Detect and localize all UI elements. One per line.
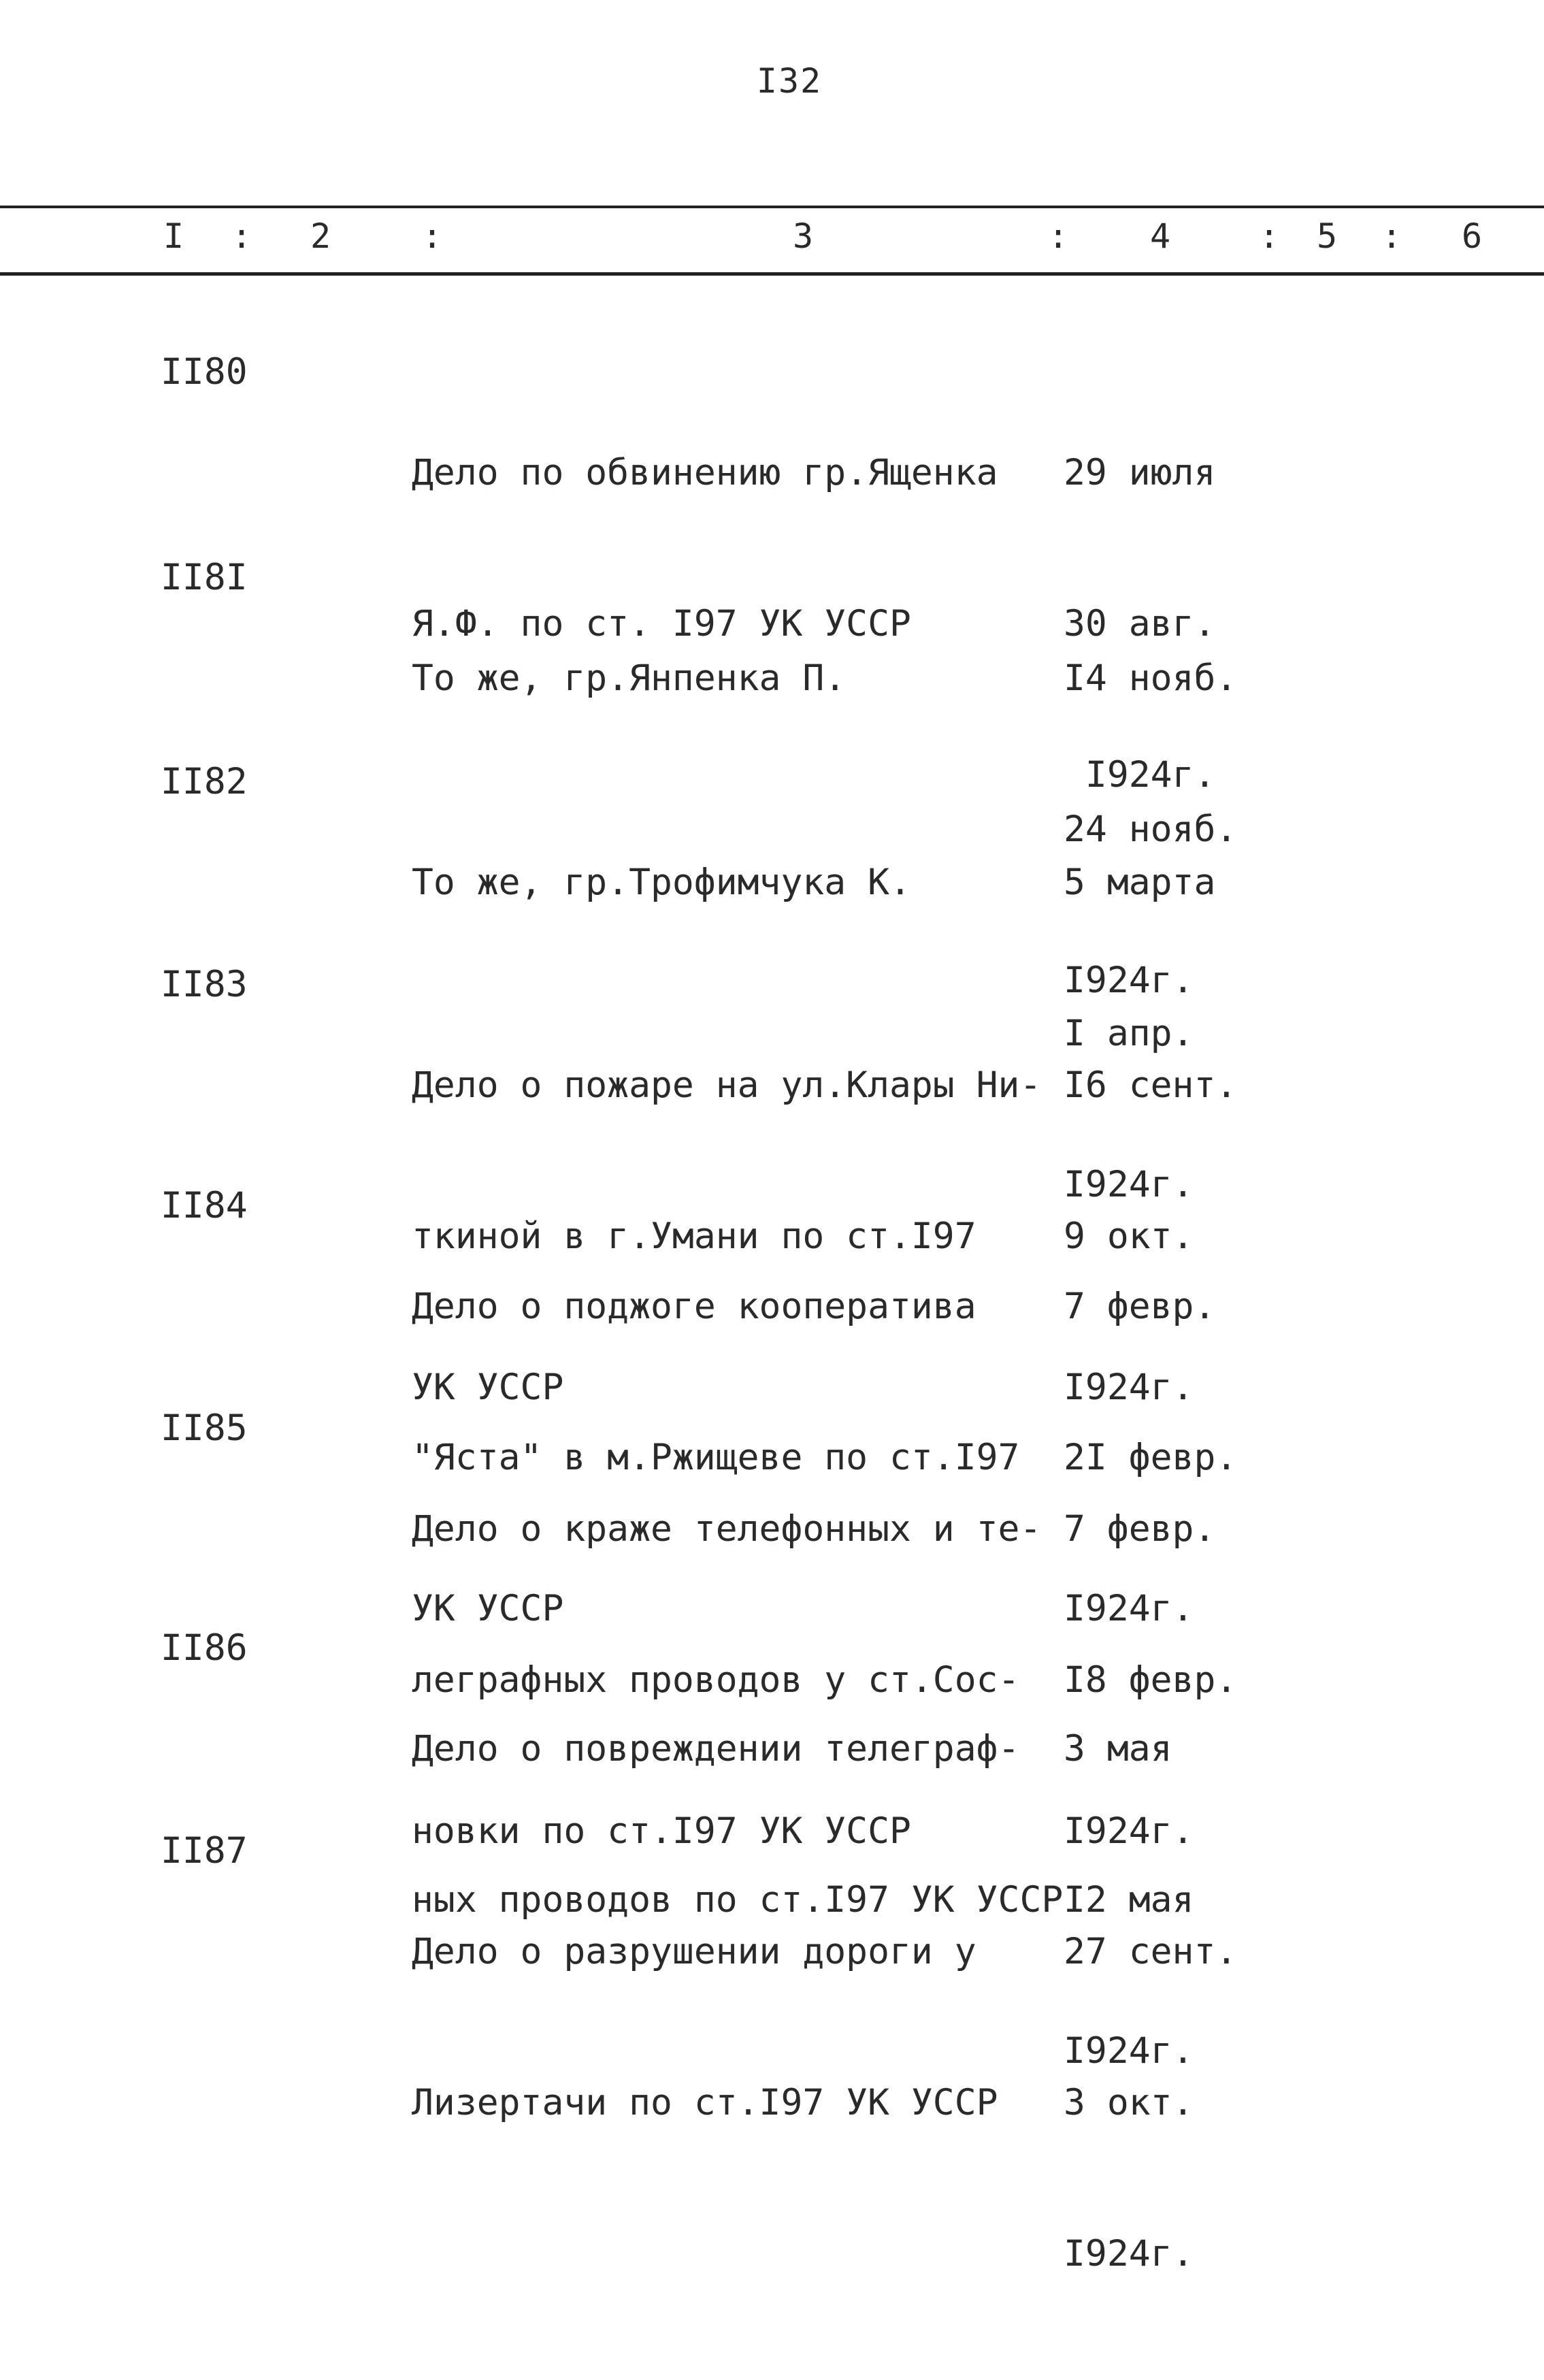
description-line: новки по ст.I97 УК УССР xyxy=(412,1810,911,1852)
description-line: Лизертачи по ст.I97 УК УССР xyxy=(412,2082,998,2123)
description-line: Я.Ф. по ст. I97 УК УССР xyxy=(412,603,911,645)
description-line: ных проводов по ст.I97 УК УССР xyxy=(412,1879,1064,1921)
description-line: Дело о разрушении дороги у xyxy=(412,1931,976,1972)
entry-description xyxy=(412,1826,998,2229)
date-line: I924г. xyxy=(1064,1588,1194,1629)
date-line: 9 окт. xyxy=(1064,1216,1194,1257)
entry-number: II87 xyxy=(161,1830,248,1872)
date-line: I4 нояб. xyxy=(1064,657,1238,699)
column-separator-3: : xyxy=(1048,216,1069,256)
entry-number: II85 xyxy=(161,1407,248,1449)
date-line: I924г. xyxy=(1064,1164,1194,1205)
description-line: леграфных проводов у ст.Сос- xyxy=(412,1659,1020,1701)
date-line: I2 мая xyxy=(1064,1879,1194,1921)
description-line: Дело о поджоге кооператива xyxy=(412,1286,976,1327)
description-line: Дело по обвинению гр.Ященка xyxy=(412,452,998,493)
entry-number: II84 xyxy=(161,1185,248,1226)
date-line: 7 февр. xyxy=(1064,1286,1216,1327)
entry-dates xyxy=(1064,1826,1237,2380)
description-line: УК УССР xyxy=(412,1588,564,1629)
description-line: ткиной в г.Умани по ст.I97 xyxy=(412,1216,976,1257)
description-line: Дело о пожаре на ул.Клары Ни- xyxy=(412,1064,1042,1106)
date-line: I924г. xyxy=(1064,960,1194,1001)
column-separator-5: : xyxy=(1381,216,1402,256)
entry-number: II8I xyxy=(161,557,248,598)
date-line: 24 нояб. xyxy=(1064,809,1238,850)
date-line: 2I февр. xyxy=(1064,1437,1238,1478)
column-header-6: 6 xyxy=(1462,216,1483,256)
column-header-row xyxy=(0,216,1544,265)
date-line: 3 окт. xyxy=(1064,2082,1194,2123)
date-line: I6 сент. xyxy=(1064,1064,1238,1106)
date-line: I8 февр. xyxy=(1064,1659,1238,1701)
date-line: I924г. xyxy=(1064,2030,1194,2072)
header-rule-bottom xyxy=(0,272,1544,276)
column-header-3: 3 xyxy=(793,216,814,256)
header-rule-top xyxy=(0,206,1544,208)
date-line: I924г. xyxy=(1064,2233,1194,2275)
date-line: I924г. xyxy=(1064,1367,1194,1408)
column-header-5: 5 xyxy=(1317,216,1338,256)
entry-number: II80 xyxy=(161,351,248,393)
entry-number: II83 xyxy=(161,964,248,1005)
column-header-2: 2 xyxy=(310,216,331,256)
entry-number: II86 xyxy=(161,1627,248,1669)
date-line: I апр. xyxy=(1064,1013,1194,1054)
date-line: 5 марта xyxy=(1064,862,1216,903)
column-separator-1: : xyxy=(231,216,252,256)
column-separator-2: : xyxy=(422,216,443,256)
description-line: Дело о повреждении телеграф- xyxy=(412,1728,1020,1770)
date-line: 7 февр. xyxy=(1064,1508,1216,1550)
description-line: То же, гр.Трофимчука К. xyxy=(412,862,911,903)
date-line: 27 сент. xyxy=(1064,1931,1238,1972)
description-line: УК УССР xyxy=(412,1367,564,1408)
date-line: 29 июля xyxy=(1064,452,1216,493)
page-number: I32 xyxy=(756,61,823,101)
column-header-4: 4 xyxy=(1150,216,1171,256)
entry-number: II82 xyxy=(161,761,248,802)
column-separator-4: : xyxy=(1259,216,1280,256)
description-line: Дело о краже телефонных и те- xyxy=(412,1508,1042,1550)
date-line: I924г. xyxy=(1064,754,1216,796)
date-line: 30 авг. xyxy=(1064,603,1216,645)
date-line: 3 мая xyxy=(1064,1728,1172,1770)
description-line: "Яста" в м.Ржищеве по ст.I97 xyxy=(412,1437,1020,1478)
description-line: То же, гр.Янпенка П. xyxy=(412,657,847,699)
column-header-1: I xyxy=(163,216,184,256)
date-line: I924г. xyxy=(1064,1810,1194,1852)
